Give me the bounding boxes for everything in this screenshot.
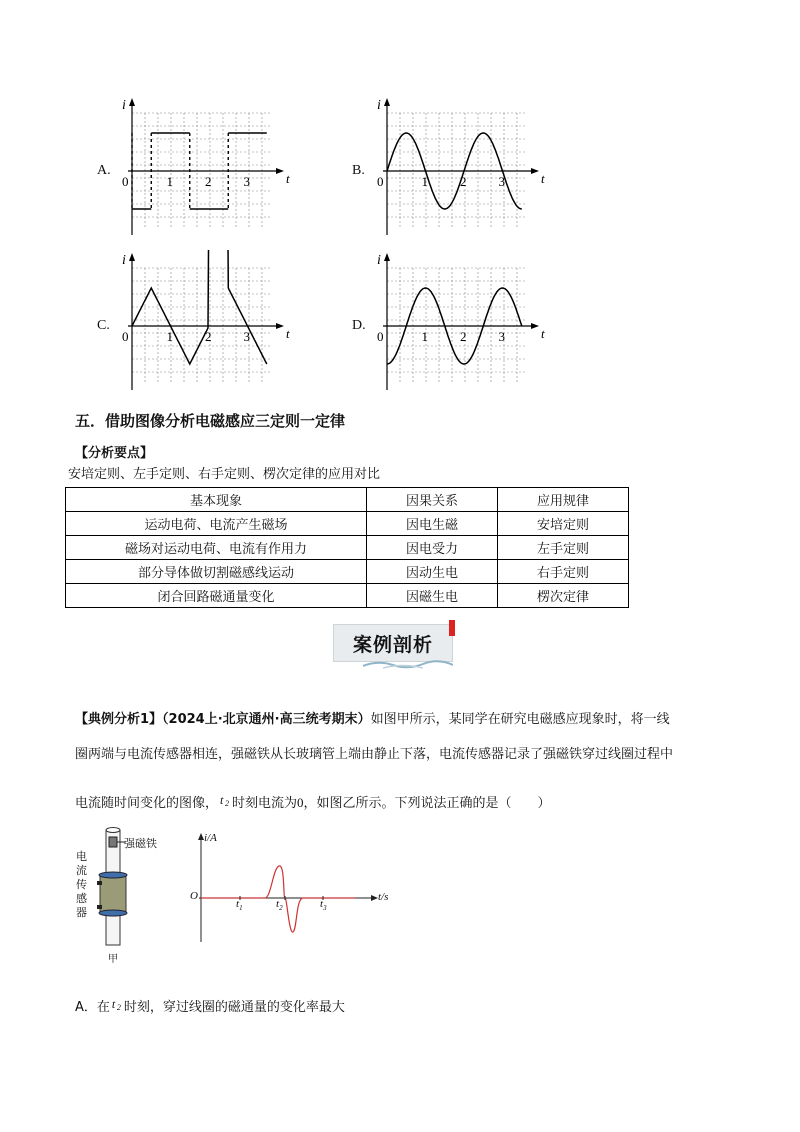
example-text-1: 如图甲所示，某同学在研究电磁感应现象时，将一线 — [370, 712, 670, 727]
origin-label: 0 — [377, 174, 384, 189]
example-line-2: 圈两端与电流传感器相连，强磁铁从长玻璃管上端由静止下落，电流传感器记录了强磁铁穿过线圈过程中 — [75, 747, 674, 762]
table-cell: 左手定则 — [498, 536, 629, 560]
t-symbol: t — [236, 898, 240, 910]
case-analysis-banner — [333, 624, 455, 668]
table-header: 因果关系 — [367, 488, 498, 512]
sensor-label — [76, 850, 88, 920]
example-line-1 — [75, 712, 735, 728]
banner-title: 案例剖析 — [333, 624, 453, 662]
table-row — [66, 512, 629, 536]
tick-label: 1 — [166, 174, 173, 189]
origin-label: 0 — [122, 329, 129, 344]
origin-label: 0 — [377, 329, 384, 344]
x-axis-label: t/s — [378, 891, 389, 903]
t2-label — [276, 898, 283, 912]
option-b-label: B. — [352, 163, 365, 178]
origin-label: 0 — [122, 174, 129, 189]
table-cell: 因磁生电 — [367, 584, 498, 608]
y-axis-label: i — [122, 253, 126, 268]
tick-label: 3 — [498, 174, 505, 189]
tick-label: 3 — [243, 329, 250, 344]
t-symbol: t — [320, 898, 324, 910]
y-axis-label: i — [377, 253, 381, 268]
analysis-intro: 安培定则、左手定则、右手定则、楞次定律的应用对比 — [68, 467, 381, 482]
sensor-char: 器 — [76, 906, 87, 919]
tick-label: 1 — [421, 329, 428, 344]
sensor-char: 传 — [76, 878, 87, 891]
option-a-label: A. — [97, 163, 111, 178]
tick-label: 2 — [460, 174, 467, 189]
analysis-tag: 【分析要点】 — [75, 446, 154, 461]
table-header-row — [66, 488, 629, 512]
comparison-table — [65, 487, 629, 608]
table-cell: 磁场对运动电荷、电流有作用力 — [66, 536, 367, 560]
x-axis-label: t — [541, 171, 545, 186]
tick-label: 1 — [421, 174, 428, 189]
x-axis-label: t — [286, 171, 290, 186]
tick-label: 2 — [205, 174, 212, 189]
table-cell: 因电受力 — [367, 536, 498, 560]
t-symbol: t — [276, 898, 280, 910]
y-axis-label: i/A — [204, 832, 217, 844]
table-cell: 部分导体做切割磁感线运动 — [66, 560, 367, 584]
t-subscript: 2 — [279, 904, 283, 913]
zero-value: 0 — [297, 795, 304, 810]
table-row — [66, 584, 629, 608]
origin-label: O — [190, 890, 198, 902]
option-c-label: C. — [97, 318, 110, 333]
table-cell: 闭合回路磁通量变化 — [66, 584, 367, 608]
table-cell: 安培定则 — [498, 512, 629, 536]
option-d-label: D. — [352, 318, 366, 333]
table-cell: 因电生磁 — [367, 512, 498, 536]
sensor-char: 流 — [76, 864, 87, 877]
table-cell: 右手定则 — [498, 560, 629, 584]
table-header: 基本现象 — [66, 488, 367, 512]
figure-jia-label: 甲 — [108, 954, 118, 965]
section-title: 五．借助图像分析电磁感应三定则一定律 — [75, 412, 346, 430]
tick-label: 1 — [166, 329, 173, 344]
magnet-label: 强磁铁 — [124, 837, 157, 850]
answer-t-subscript: 2 — [116, 1003, 121, 1012]
table-row — [66, 560, 629, 584]
answer-t-symbol: t — [111, 997, 116, 1011]
example-line-3 — [75, 795, 735, 812]
t-subscript: 3 — [323, 904, 327, 913]
current-graph-svg — [185, 830, 395, 950]
t2-subscript: 2 — [225, 799, 230, 808]
table-cell: 运动电荷、电流产生磁场 — [66, 512, 367, 536]
example-text-3b: 时刻电流为 — [232, 796, 298, 811]
table-cell: 因动生电 — [367, 560, 498, 584]
tick-label: 3 — [243, 174, 250, 189]
banner-accent — [449, 620, 455, 636]
tick-label: 2 — [205, 329, 212, 344]
graph-c-svg — [110, 250, 300, 400]
example-label: 【典例分析1】 — [75, 712, 163, 727]
graph-b-svg — [365, 95, 555, 245]
magnet-icon — [109, 837, 117, 847]
graph-a-svg — [110, 95, 300, 245]
answer-a — [75, 997, 735, 1016]
table-cell: 楞次定律 — [498, 584, 629, 608]
t3-label — [320, 898, 327, 912]
y-axis-label: i — [122, 98, 126, 113]
graph-d-svg — [365, 250, 555, 400]
example-source: （2024上·北京通州·高三统考期末） — [162, 712, 371, 727]
table-header: 应用规律 — [498, 488, 629, 512]
banner-wave-icon — [363, 658, 453, 670]
sensor-char: 感 — [76, 892, 87, 905]
tick-label: 2 — [460, 329, 467, 344]
x-axis-label: t — [286, 326, 290, 341]
x-axis-label: t — [541, 326, 545, 341]
y-axis-label: i — [377, 98, 381, 113]
table-row — [66, 536, 629, 560]
answer-a-text: 时刻，穿过线圈的磁通量的变化率最大 — [123, 1000, 345, 1015]
t2-symbol: t — [220, 793, 224, 807]
example-text-3c: ，如图乙所示。下列说法正确的是（ ） — [303, 796, 551, 811]
example-text-3a: 电流随时间变化的图像， — [75, 796, 219, 811]
t-subscript: 1 — [239, 904, 243, 913]
sensor-char: 电 — [76, 850, 87, 863]
tick-label: 3 — [498, 329, 505, 344]
t1-label — [236, 898, 243, 912]
answer-a-label: A．在 — [75, 1000, 110, 1015]
coil-icon — [100, 875, 126, 913]
